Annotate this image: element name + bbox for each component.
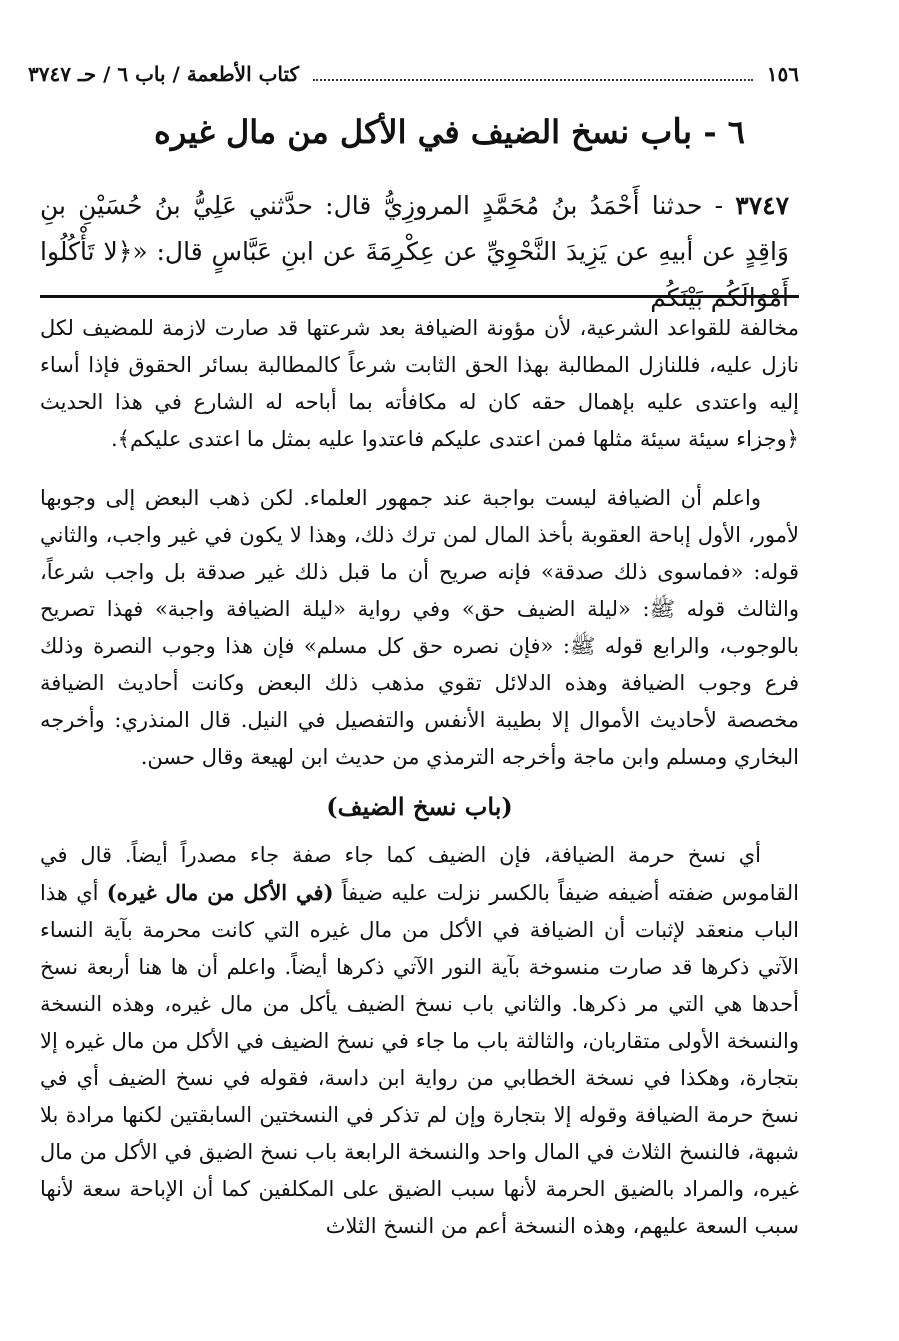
commentary-paragraph-3 [40, 837, 799, 1245]
commentary-paragraph-2: واعلم أن الضيافة ليست بواجبة عند جمهور العلماء. لكن ذهب البعض إلى وجوبها لأمور، الأول إباحة العقوبة بأخذ المال لمن ترك ذلك، وهذا لا يكون في غير واجب، والثاني قوله: «فماسوى ذلك صدقة» فإنه صريح أن ما قبل ذلك غير صدقة بل واجب شرعاً، والثالث قوله ﷺ: «ليلة الضيف حق» وفي رواية «ليلة الضيافة واجبة» فهذا تصريح بالوجوب، والرابع قوله ﷺ: «فإن نصره حق كل مسلم» فإن هذا وجوب النصرة وذلك فرع وجوب الضيافة وهذه الدلائل تقوي مذهب ذلك البعض وكانت أحاديث الضيافة مخصصة لأحاديث الأموال إلا بطيبة الأنفس والتفصيل في النيل. قال المنذري: وأخرجه البخاري ومسلم وابن ماجة وأخرجه الترمذي من حديث ابن لهيعة وقال حسن. [40, 486, 799, 769]
para3-start: أي نسخ حرمة الضيافة، فإن الضيف كما جاء صفة جاء مصدراً أيضاً. قال في القاموس ضفته أضيفه ضيفاً بالكسر نزلت عليه ضيفاً [40, 843, 800, 905]
hadith-body: - حدثنا أَحْمَدُ بنُ مُحَمَّدٍ المروزِيُّ قال: حدَّثني عَلِيُّ بنُ حُسَيْنِ بنِ وَاقِدٍ عن أبيهِ عن يَزِيدَ النَّحْوِيِّ عن عِكْرِمَةَ عن ابنِ عَبَّاسٍ قال: «﴿لا تَأْكُلُوا أَمْوَالَكُم بَيْنَكُم [40, 191, 789, 312]
hadith-number: ٣٧٤٧ [735, 191, 789, 220]
running-title: كتاب الأطعمة / باب ٦ / حـ ٣٧٤٧ [28, 62, 300, 86]
para3-bold-phrase: (في الأكل من مال غيره) [106, 880, 334, 905]
commentary-paragraph-1: مخالفة للقواعد الشرعية، لأن مؤونة الضيافة بعد شرعتها قد صارت لازمة للمضيف لكل نازل عليه، فللنازل المطالبة بهذا الحق الثابت شرعاً كالمطالبة بسائر الحقوق فإذا أساء إليه واعتدى عليه بإهمال حقه كان له مكافأته بما أباحه له الشارع في هذا الحديث ﴿وجزاء سيئة سيئة مثلها فمن اعتدى عليكم فاعتدوا عليه بمثل ما اعتدى عليكم﴾. [40, 316, 800, 451]
page-number: ١٥٦ [766, 62, 799, 86]
chapter-title-text: نسخ الضيف في الأكل من مال غيره [154, 113, 630, 151]
page-header [28, 62, 799, 86]
chapter-keyword: باب [640, 112, 693, 152]
footnote-divider [40, 295, 799, 298]
chapter-number: ٦ - [703, 113, 745, 151]
header-dot-leader [313, 67, 753, 81]
commentary-subheading: (باب نسخ الضيف) [326, 792, 513, 821]
hadith-text [40, 183, 789, 321]
commentary-section [40, 310, 799, 1245]
para3-rest: أي هذا الباب منعقد لإثبات أن الضيافة في الأكل من مال غيره التي كانت محرمة بآية النساء الآتي ذكرها قد صارت منسوخة بآية النور الآتي ذكرها أيضاً. واعلم أن ها هنا أربعة نسخ أحدها هي التي مر ذكرها. والثاني باب نسخ الضيف يأكل من مال غيره، وهذه النسخة والنسخة الأولى متقاربان، والثالثة باب ما جاء في نسخ الضيف في الأكل من مال غيره إلا بتجارة، وهكذا في نسخة الخطابي من رواية ابن داسة، فقوله في نسخ الضيف أي في نسخ حرمة الضيافة وقوله إلا بتجارة وإن لم تذكر في النسختين السابقتين لكنها مرادة بلا شبهة، فالنسخ الثلاث في المال واحد والنسخة الرابعة باب نسخ الضيق في الأكل من مال غيره، والمراد بالضيق الحرمة لأنها سبب الضيق على المكلفين كما أن الإباحة سعة لأنها سبب السعة عليهم، وهذه النسخة أعم من النسخ الثلاث [40, 881, 799, 1238]
chapter-title [0, 112, 899, 152]
